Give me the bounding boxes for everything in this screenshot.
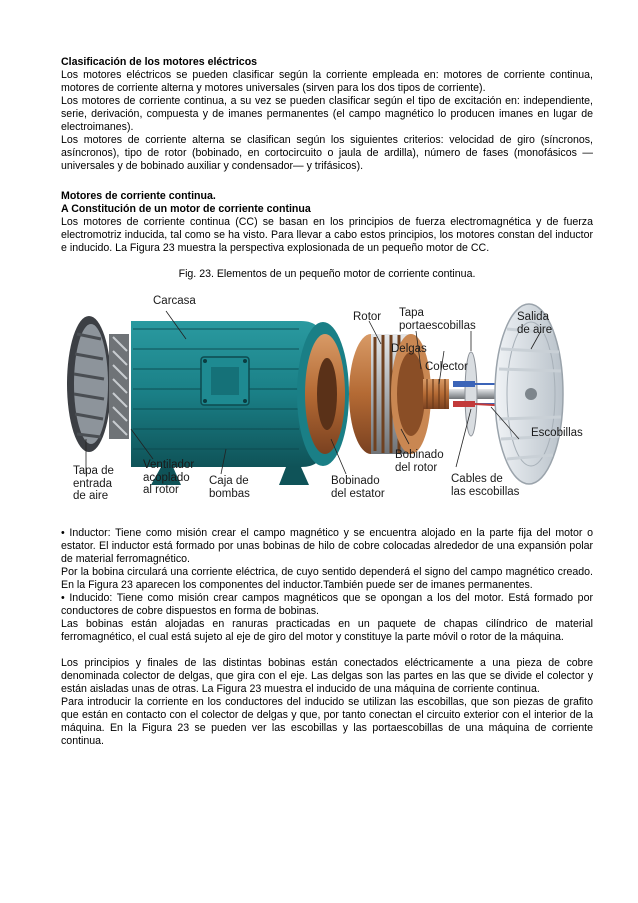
figure-caption: Fig. 23. Elementos de un pequeño motor de corriente continua. bbox=[178, 268, 476, 280]
rotor bbox=[349, 334, 519, 454]
label-ventilador: Ventilador acoplado al rotor bbox=[143, 459, 195, 496]
label-tapa-entrada-aire: Tapa de entrada de aire bbox=[73, 465, 114, 502]
label-delgas: Delgas bbox=[391, 343, 427, 355]
section-title-clasificacion: Clasificación de los motores eléctricos bbox=[61, 56, 258, 68]
paragraph: Para introducir la corriente en los conductores del inducido se utilizan las escobillas, que son piezas de grafito que están en contacto con el colector de delgas y que, por tanto conectan el circuito exterior con el interior de la máquina. En la Figura 23 se pueden ver las escobillas y las portaescobillas de una máquina de corriente continua. bbox=[61, 696, 593, 747]
label-escobillas: Escobillas bbox=[531, 427, 583, 439]
paragraph: Los motores de corriente continua (CC) se basan en los principios de fuerza electromagnética y de fuerza electromotriz inducida, tal como se ha visto. Para llevar a cabo estos principios, los motores constan del inductor e inducido. La Figura 23 muestra la perspectiva explosionada de un pequeño motor de CC. bbox=[61, 216, 593, 254]
label-salida-aire: Salida de aire bbox=[517, 311, 553, 336]
paragraph: Los motores eléctricos se pueden clasificar según la corriente empleada en: motores de corriente continua, motores de corriente alterna y motores universales (sirven para los dos tipos de corriente). bbox=[61, 69, 593, 94]
label-tapa-portaescobillas: Tapa portaescobillas bbox=[399, 307, 476, 332]
paragraph: Por la bobina circulará una corriente eléctrica, de cuyo sentido dependerá el signo del campo magnético creado. En la Figura 23 aparecen los componentes del inductor.También puede ser de imanes permanentes. bbox=[61, 566, 593, 591]
paragraph: Los principios y finales de las distintas bobinas están conectados eléctricamente a una pieza de cobre denominada colector de delgas, que gira con el eje. Las delgas son las partes en las que se divide el colector y están aisladas unas de otras. La Figura 23 muestra el inducido de una máquina de corriente continua. bbox=[61, 657, 593, 695]
paragraph-inducido: • Inducido: Tiene como misión crear campos magnéticos que se opongan a los del motor. Está formado por conductores de cobre dispuestos en forma de bobinas. bbox=[61, 592, 593, 617]
paragraph: Las bobinas están alojadas en ranuras practicadas en un paquete de chapas cilíndrico de material ferromagnético, el cual está sujeto al eje de giro del motor y constituye la parte móvil o rotor de la máquina. bbox=[61, 618, 593, 643]
label-colector: Colector bbox=[425, 361, 468, 373]
label-cables-escobillas: Cables de las escobillas bbox=[451, 473, 520, 498]
label-bobinado-estator: Bobinado del estator bbox=[331, 475, 385, 500]
rotor-fan bbox=[109, 334, 129, 439]
label-caja-bombas: Caja de bombas bbox=[209, 475, 250, 500]
paragraph: Los motores de corriente continua, a su vez se pueden clasificar según el tipo de excitación en: independiente, serie, derivación, compuesta y de imanes permanentes (el campo magnético lo producen imanes en lugar de electroimanes). bbox=[61, 95, 593, 133]
motor-figure bbox=[61, 289, 593, 515]
section-title-motores-cc: Motores de corriente continua. bbox=[61, 190, 216, 202]
air-inlet-cover bbox=[67, 316, 111, 452]
paragraph-inductor: • Inductor: Tiene como misión crear el campo magnético y se encuentra alojado en la parte fija del motor o estator. El inductor está formado por unas bobinas de hilo de cobre colocadas alrededor de una expansión polar de material ferromagnético. bbox=[61, 527, 593, 565]
paragraph: Los motores de corriente alterna se clasifican según los siguientes criterios: velocidad de giro (síncronos, asíncronos), tipo de rotor (bobinado, en cortocircuito o jaula de ardilla), número de fases (monofásicos —universales y de bobinado auxiliar y condensador— y trifásicos). bbox=[61, 134, 593, 172]
label-rotor: Rotor bbox=[353, 311, 382, 323]
document-page bbox=[61, 56, 593, 748]
label-carcasa: Carcasa bbox=[153, 295, 196, 307]
label-bobinado-rotor: Bobinado del rotor bbox=[395, 449, 444, 474]
subsection-title-constitucion: A Constitución de un motor de corriente continua bbox=[61, 203, 311, 215]
